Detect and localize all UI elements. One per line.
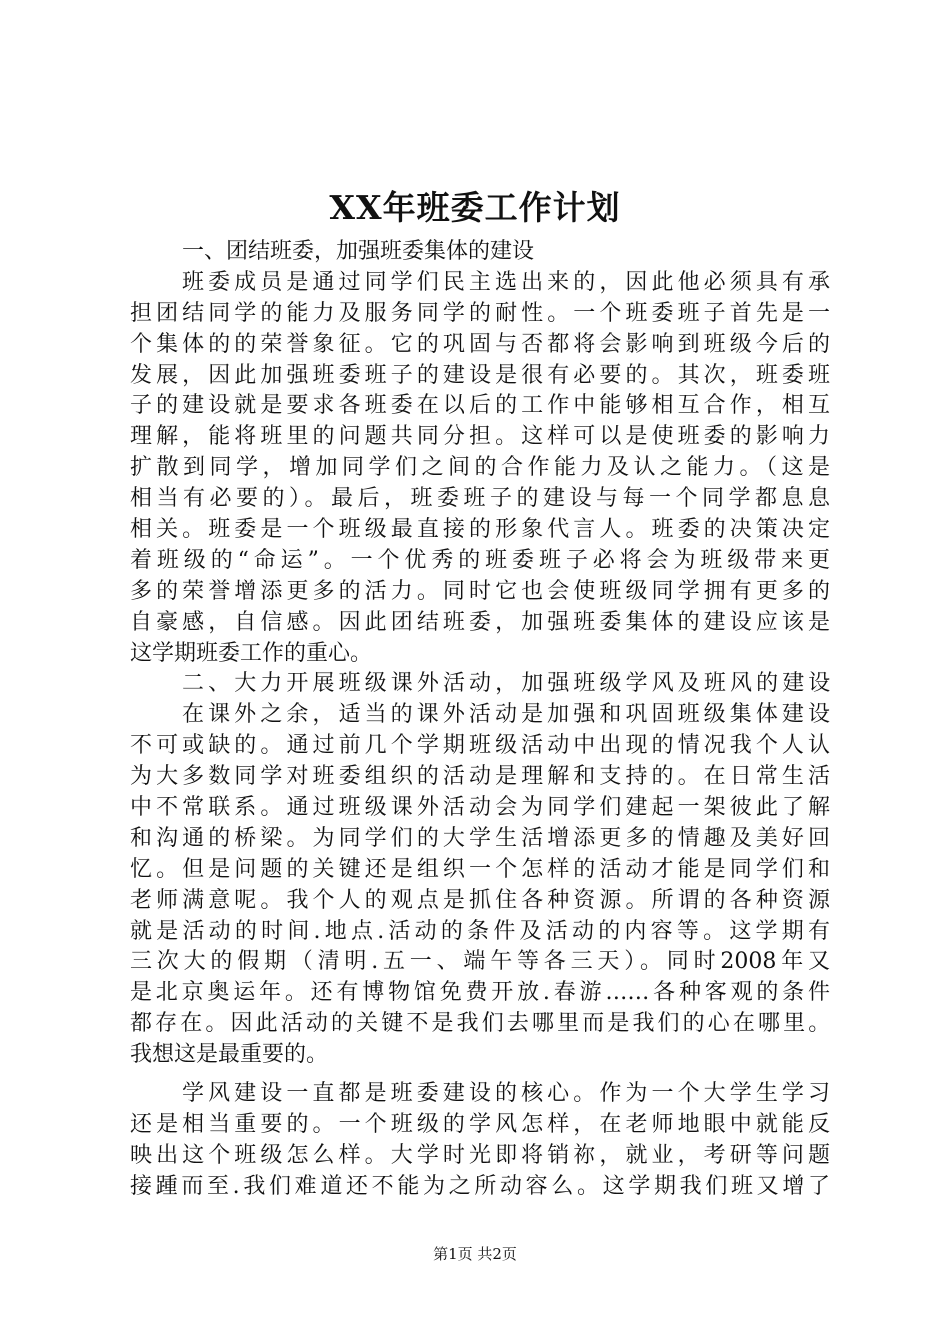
paragraph-line: 三次大的假期（清明.五一、端午等各三天）。同时2008年又 (130, 949, 830, 975)
paragraph-line: 还是相当重要的。一个班级的学风怎样，在老师地眼中就能反 (130, 1111, 830, 1137)
paragraph-line: 接踵而至.我们难道还不能为之所动容么。这学期我们班又增了 (130, 1173, 830, 1199)
paragraph-line: 相关。班委是一个班级最直接的形象代言人。班委的决策决定 (130, 517, 830, 543)
page-number-footer: 第1页 共2页 (433, 1245, 517, 1263)
paragraph-line: 中不常联系。通过班级课外活动会为同学们建起一架彼此了解 (130, 795, 830, 821)
paragraph-line: 在课外之余，适当的课外活动是加强和巩固班级集体建设 (182, 702, 830, 728)
paragraph-line: 老师满意呢。我个人的观点是抓住各种资源。所谓的各种资源 (130, 887, 830, 913)
paragraph-gap (130, 1071, 830, 1079)
paragraph-line: 相当有必要的）。最后，班委班子的建设与每一个同学都息息 (130, 486, 830, 512)
document-body (130, 237, 830, 1203)
paragraph-line: 都存在。因此活动的关键不是我们去哪里而是我们的心在哪里。 (130, 1011, 830, 1037)
section-heading: 二、大力开展班级课外活动，加强班级学风及班风的建设 (182, 671, 830, 697)
paragraph-line: 子的建设就是要求各班委在以后的工作中能够相互合作，相互 (130, 393, 830, 419)
paragraph-line: 和沟通的桥梁。为同学们的大学生活增添更多的情趣及美好回 (130, 825, 830, 851)
paragraph-line: 我想这是最重要的。 (130, 1042, 329, 1068)
paragraph-line: 映出这个班级怎么样。大学时光即将销祢，就业，考研等问题 (130, 1142, 830, 1168)
paragraph-line: 自豪感，自信感。因此团结班委，加强班委集体的建设应该是 (130, 609, 830, 635)
paragraph-line: 是北京奥运年。还有博物馆免费开放.春游……各种客观的条件 (130, 980, 830, 1006)
paragraph-line: 着班级的“命运”。一个优秀的班委班子必将会为班级带来更 (130, 547, 830, 573)
paragraph-line: 多的荣誉增添更多的活力。同时它也会使班级同学拥有更多的 (130, 578, 830, 604)
paragraph-line: 这学期班委工作的重心。 (130, 640, 373, 666)
paragraph-line: 就是活动的时间.地点.活动的条件及活动的内容等。这学期有 (130, 918, 830, 944)
paragraph-line: 发展，因此加强班委班子的建设是很有必要的。其次，班委班 (130, 362, 830, 388)
document-title: XX年班委工作计划 (329, 188, 621, 227)
paragraph-line: 为大多数同学对班委组织的活动是理解和支持的。在日常生活 (130, 764, 830, 790)
paragraph-line: 担团结同学的能力及服务同学的耐性。一个班委班子首先是一 (130, 300, 830, 326)
section-heading: 一、团结班委，加强班委集体的建设 (182, 239, 535, 264)
paragraph-line: 个集体的的荣誉象征。它的巩固与否都将会影响到班级今后的 (130, 331, 830, 357)
paragraph-line: 学风建设一直都是班委建设的核心。作为一个大学生学习 (182, 1081, 830, 1107)
paragraph-line: 忆。但是问题的关键还是组织一个怎样的活动才能是同学们和 (130, 856, 830, 882)
paragraph-line: 理解，能将班里的问题共同分担。这样可以是使班委的影响力 (130, 424, 830, 450)
paragraph-line: 不可或缺的。通过前几个学期班级活动中出现的情况我个人认 (130, 733, 830, 759)
paragraph-line: 扩散到同学，增加同学们之间的合作能力及认之能力。（这是 (130, 455, 830, 481)
paragraph-line: 班委成员是通过同学们民主选出来的，因此他必须具有承 (182, 269, 830, 295)
